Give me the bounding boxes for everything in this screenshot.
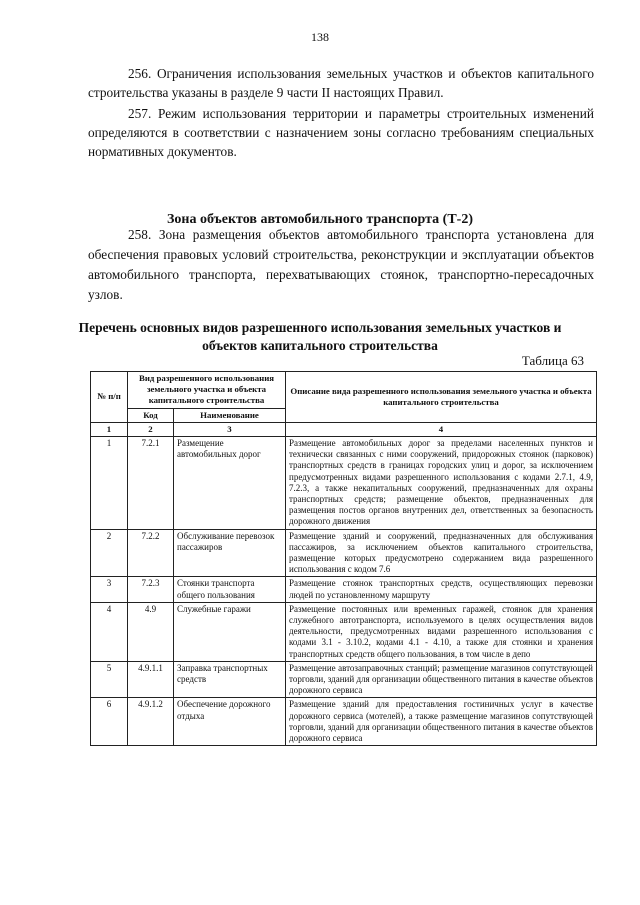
row-description: Размещение стоянок транспортных средств, осуществляющих перевозки людей по установленному маршруту	[286, 577, 597, 602]
row-num: 5	[91, 661, 128, 698]
row-num: 1	[91, 437, 128, 530]
row-num: 6	[91, 698, 128, 746]
table-row	[91, 602, 597, 661]
row-code: 4.9	[128, 602, 174, 661]
row-name: Обеспечение дорожного отдыха	[174, 698, 286, 746]
row-code: 7.2.1	[128, 437, 174, 530]
column-number: 3	[174, 422, 286, 436]
permitted-use-table	[90, 371, 597, 746]
row-description: Размещение постоянных или временных гаражей, стоянок для хранения служебного автотранспорта, используемого в целях осуществления видов деятельности, предусмотренных видами разрешенного использования с кодами 3.1 - 3.10.2, кодами 4.1 - 4.10, а также для стоянки и хранения транспортных средств общего пользования, в том числе в депо	[286, 602, 597, 661]
row-code: 4.9.1.1	[128, 661, 174, 698]
table-row	[91, 661, 597, 698]
row-code: 7.2.3	[128, 577, 174, 602]
table-header-row	[91, 372, 597, 409]
page-number: 138	[311, 30, 329, 44]
row-description: Размещение автомобильных дорог за пределами населенных пунктов и технически связанных с ними сооружений, придорожных стоянок (парковок) транспортных средств в границах городских улиц и дорог, за исключением предусмотренных видами разрешенного использования с кодами 2.7.1, 4.9, 7.2.3, а также некапитальных сооружений, предназначенных для охраны транспортных средств; размещение объектов, предназначенных для размещения постов органов внутренних дел, ответственных за безопасность дорожного движения	[286, 437, 597, 530]
paragraph-257: 257. Режим использования территории и параметры строительных изменений определяются в соответствии с назначением зоны согласно требованиям специальных нормативных документов.	[88, 106, 594, 159]
header-num: № п/п	[91, 372, 128, 423]
table-row	[91, 577, 597, 602]
header-kind: Вид разрешенного использования земельного участка и объекта капитального строительства	[128, 372, 286, 409]
row-description: Размещение зданий для предоставления гостиничных услуг в качестве дорожного сервиса (мотелей), а также размещение магазинов сопутствующей торговли, зданий для организации общественного питания в качестве объектов дорожного сервиса	[286, 698, 597, 746]
table-row	[91, 529, 597, 577]
column-number: 2	[128, 422, 174, 436]
table-row	[91, 437, 597, 530]
row-num: 4	[91, 602, 128, 661]
section-title: Зона объектов автомобильного транспорта (Т-2)	[167, 212, 473, 227]
paragraph-258: 258. Зона размещения объектов автомобильного транспорта установлена для обеспечения правовых условий строительства, реконструкции и эксплуатации объектов автомобильного транспорта, перехватывающих стоянок, транспортно-пересадочных узлов.	[88, 227, 594, 302]
row-description: Размещение автозаправочных станций; размещение магазинов сопутствующей торговли, зданий для организации общественного питания в качестве объектов дорожного сервиса	[286, 661, 597, 698]
column-numbers-row	[91, 422, 597, 436]
paragraph-256: 256. Ограничения использования земельных участков и объектов капитального строительства указаны в разделе 9 части II настоящих Правил.	[88, 66, 594, 100]
row-name: Заправка транспортных средств	[174, 661, 286, 698]
row-num: 2	[91, 529, 128, 577]
column-number: 1	[91, 422, 128, 436]
row-name: Размещение автомобильных дорог	[174, 437, 286, 530]
row-num: 3	[91, 577, 128, 602]
list-title: Перечень основных видов разрешенного использования земельных участков и объектов капитального строительства	[78, 320, 562, 353]
row-name: Стоянки транспорта общего пользования	[174, 577, 286, 602]
table-label: Таблица 63	[521, 353, 584, 368]
row-code: 7.2.2	[128, 529, 174, 577]
header-code: Код	[128, 408, 174, 422]
header-description: Описание вида разрешенного использования земельного участка и объекта капитального строительства	[286, 372, 597, 423]
row-description: Размещение зданий и сооружений, предназначенных для обслуживания пассажиров, за исключением объектов капитального строительства, размещение которых предусмотрено содержанием вида разрешенного использования с кодом 7.6	[286, 529, 597, 577]
row-name: Служебные гаражи	[174, 602, 286, 661]
column-number: 4	[286, 422, 597, 436]
table-row	[91, 698, 597, 746]
row-name: Обслуживание перевозок пассажиров	[174, 529, 286, 577]
row-code: 4.9.1.2	[128, 698, 174, 746]
header-name: Наименование	[174, 408, 286, 422]
